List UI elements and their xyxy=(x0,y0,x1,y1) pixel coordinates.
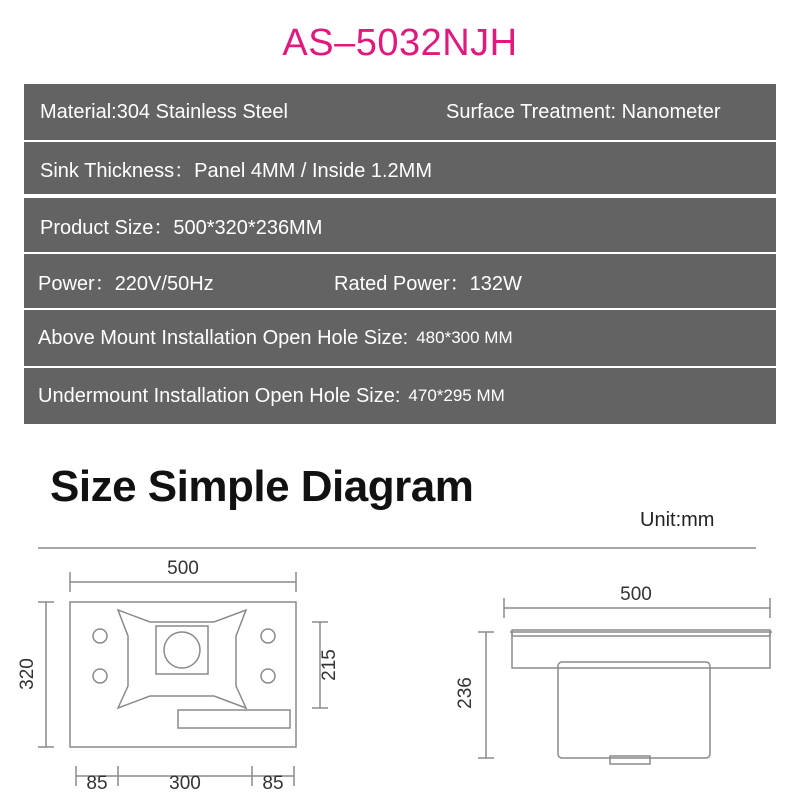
product-size-spec: Product Size：500*320*236MM xyxy=(40,216,323,239)
spec-row-above-mount xyxy=(24,310,776,366)
drain-circle-icon xyxy=(164,632,200,668)
side-height-label: 236 xyxy=(455,677,476,709)
model-title: AS–5032NJH xyxy=(282,22,518,64)
diagram-title: Size Simple Diagram xyxy=(50,462,474,511)
side-basin xyxy=(558,662,710,758)
undermount-value: 470*295 MM xyxy=(408,386,505,405)
surface-spec: Surface Treatment: Nanometer xyxy=(446,100,721,123)
basin-outline xyxy=(118,610,246,708)
spec-row-product-size xyxy=(24,198,776,252)
thickness-spec: Sink Thickness：Panel 4MM / Inside 1.2MM xyxy=(40,159,433,182)
side-view xyxy=(478,598,772,764)
side-panel-lip xyxy=(512,630,770,636)
hole-bottom-right-icon xyxy=(261,669,275,683)
spec-row-material xyxy=(24,84,776,140)
size-diagram xyxy=(17,540,776,800)
diagram-svg xyxy=(17,540,776,800)
above-mount-label: Above Mount Installation Open Hole Size: xyxy=(38,326,409,349)
undermount-label: Undermount Installation Open Hole Size: xyxy=(38,384,401,407)
top-view xyxy=(38,572,328,786)
left-margin-label: 85 xyxy=(86,773,108,794)
middle-label: 300 xyxy=(169,773,201,794)
control-panel xyxy=(178,710,290,728)
side-drain xyxy=(610,756,650,764)
spec-row-thickness xyxy=(24,142,776,194)
rated-power-spec: Rated Power：132W xyxy=(334,272,522,295)
right-margin-label: 85 xyxy=(262,773,284,794)
depth-label: 320 xyxy=(17,658,38,690)
side-width-label: 500 xyxy=(620,584,652,605)
spec-row-power xyxy=(24,254,776,308)
unit-label: Unit:mm xyxy=(640,509,715,531)
hole-top-right-icon xyxy=(261,629,275,643)
hole-top-left-icon xyxy=(93,629,107,643)
spec-row-undermount xyxy=(24,368,776,424)
basin-depth-label: 215 xyxy=(319,649,340,681)
material-spec: Material:304 Stainless Steel xyxy=(40,100,288,123)
hole-bottom-left-icon xyxy=(93,669,107,683)
power-spec: Power：220V/50Hz xyxy=(38,272,214,295)
spec-panel xyxy=(24,84,776,424)
above-mount-value: 480*300 MM xyxy=(416,328,513,347)
top-width-label: 500 xyxy=(167,558,199,579)
